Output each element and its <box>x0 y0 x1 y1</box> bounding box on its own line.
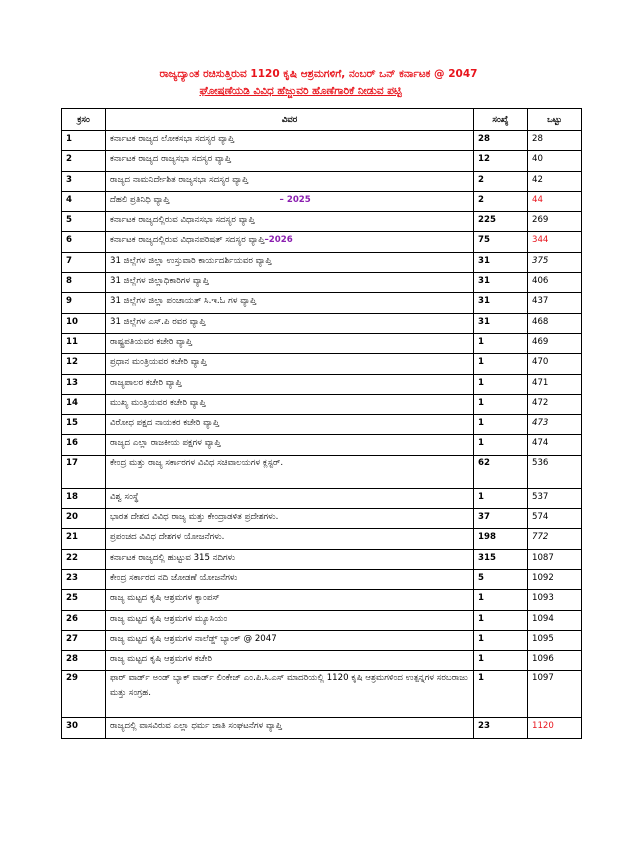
description-text: ಕರ್ನಾಟಕ ರಾಜ್ಯದ ಲೋಕಸಭಾ ಸದಸ್ಯರ ವ್ಯಾಪ್ತಿ <box>110 134 235 144</box>
cell-total: 437 <box>528 293 582 313</box>
cell-description <box>106 252 474 272</box>
document-heading <box>0 66 637 100</box>
description-text: ರಾಜ್ಯದ ನಾಮನಿರ್ದೇಶಿತ ರಾಜ್ಯಸಭಾ ಸದಸ್ಯರ ವ್ಯಾಪ್ತಿ <box>110 174 249 185</box>
cell-total: 471 <box>528 374 582 394</box>
table-row <box>62 374 582 394</box>
description-text: ರಾಜ್ಯದಲ್ಲಿ ವಾಸವಿರುವ ಎಲ್ಲಾ ಧರ್ಮ ಜಾತಿ ಸಂಘಟನೆಗಳ ವ್ಯಾಪ್ತಿ <box>110 721 282 732</box>
cell-description <box>106 313 474 333</box>
description-text: 31 ಜಿಲ್ಲೆಗಳ ಜಿಲ್ಲಾ ಪಂಚಾಯತ್ ಸಿ.ಇ.ಓ ಗಳ ವ್ಯಾಪ್ತಿ <box>110 296 257 307</box>
table-body <box>62 131 582 739</box>
description-text: ಭಾರತ ದೇಶದ ವಿವಿಧ ರಾಜ್ಯ ಮತ್ತು ಕೇಂದ್ರಾಡಳಿತ ಪ್ರದೇಶಗಳು. <box>110 512 279 523</box>
table-row <box>62 509 582 529</box>
cell-serial: 18 <box>62 488 106 508</box>
table-row <box>62 529 582 549</box>
cell-description <box>106 455 474 488</box>
cell-serial: 7 <box>62 252 106 272</box>
table-row <box>62 610 582 630</box>
cell-count: 31 <box>474 293 528 313</box>
cell-count: 12 <box>474 151 528 171</box>
cell-description <box>106 569 474 589</box>
heading-line-1: ರಾಜ್ಯದ್ಯಾಂತ ರಚಿಸುತ್ತಿರುವ 1120 ಕೃಷಿ ಆಶ್ರಮಗಳಿಗೆ, ನಂಬರ್ ಒನ್ ಕರ್ನಾಟಕ @ 2047 <box>159 68 478 80</box>
cell-count: 5 <box>474 569 528 589</box>
cell-serial: 23 <box>62 569 106 589</box>
cell-total: 473 <box>528 415 582 435</box>
table-row <box>62 651 582 671</box>
table-row <box>62 212 582 232</box>
cell-count: 1 <box>474 415 528 435</box>
description-text: ಪ್ರಪಂಚದ ವಿವಿಧ ದೇಶಗಳ ಯೋಜನೆಗಳು. <box>110 532 225 543</box>
cell-total: 269 <box>528 212 582 232</box>
cell-total: 1120 <box>528 718 582 738</box>
cell-count: 1 <box>474 610 528 630</box>
cell-description <box>106 171 474 191</box>
cell-description <box>106 333 474 353</box>
cell-serial: 16 <box>62 435 106 455</box>
cell-total: 772 <box>528 529 582 549</box>
description-text: ಫಾರ್ ವಾರ್ಡ್ ಅಂಡ್ ಬ್ಯಾಕ್ ವಾರ್ಡ್ ಲಿಂಕೇಜ್ ಎಂ.ಪಿ.ಸಿ.ಎಸ್ ಮಾದರಿಯಲ್ಲಿ 1120 ಕೃಷಿ ಆಶ್ರಮಗಳಿಂದ ಉತ್ಪನ್ನಗಳ ಸರಬರಾಜು ಮತ್ತು ಸಂಗ್ರಹ. <box>110 673 468 699</box>
cell-total: 537 <box>528 488 582 508</box>
description-year-suffix: – 2025 <box>279 194 311 205</box>
table-row <box>62 171 582 191</box>
cell-total: 474 <box>528 435 582 455</box>
table-row <box>62 435 582 455</box>
cell-count: 1 <box>474 671 528 718</box>
table-row <box>62 313 582 333</box>
description-text: ರಾಷ್ಟ್ರಪತಿಯವರ ಕಚೇರಿ ವ್ಯಾಪ್ತಿ <box>110 336 193 347</box>
description-text: ವಿಶ್ವ ಸಂಸ್ಥೆ <box>110 491 139 502</box>
cell-serial: 30 <box>62 718 106 738</box>
description-text: 31 ಜಿಲ್ಲೆಗಳ ಎಸ್.ಪಿ ರವರ ವ್ಯಾಪ್ತಿ <box>110 316 206 327</box>
cell-serial: 10 <box>62 313 106 333</box>
cell-serial: 14 <box>62 394 106 414</box>
cell-count: 31 <box>474 313 528 333</box>
cell-serial: 17 <box>62 455 106 488</box>
cell-count: 1 <box>474 333 528 353</box>
description-text: ದೆಹಲಿ ಪ್ರತಿನಿಧಿ ವ್ಯಾಪ್ತಿ <box>110 194 170 205</box>
cell-description <box>106 151 474 171</box>
description-text: ರಾಜ್ಯ ಮಟ್ಟದ ಕೃಷಿ ಆಶ್ರಮಗಳ ಮ್ಯೂಸಿಯಂ <box>110 613 228 624</box>
table-row <box>62 488 582 508</box>
cell-count: 37 <box>474 509 528 529</box>
table-row <box>62 630 582 650</box>
schedule-table <box>61 108 582 739</box>
table-row <box>62 252 582 272</box>
cell-count: 1 <box>474 630 528 650</box>
description-text: ರಾಜ್ಯ ಮಟ್ಟದ ಕೃಷಿ ಆಶ್ರಮಗಳ ನಾಲೆಡ್ಜ್ ಬ್ಯಾಂಕ್ @ 2047 <box>110 633 277 644</box>
cell-count: 23 <box>474 718 528 738</box>
table-row <box>62 273 582 293</box>
description-text: ಕೇಂದ್ರ ಸರ್ಕಾರದ ನದಿ ಜೋಡಣೆ ಯೋಜನೆಗಳು <box>110 572 238 583</box>
cell-total: 468 <box>528 313 582 333</box>
table-row <box>62 232 582 252</box>
cell-description <box>106 232 474 252</box>
cell-description <box>106 509 474 529</box>
cell-serial: 12 <box>62 354 106 374</box>
cell-count: 198 <box>474 529 528 549</box>
table-row <box>62 333 582 353</box>
cell-description <box>106 718 474 738</box>
cell-serial: 21 <box>62 529 106 549</box>
description-text: 31 ಜಿಲ್ಲೆಗಳ ಜಿಲ್ಲಾಧಿಕಾರಿಗಳ ವ್ಯಾಪ್ತಿ <box>110 276 209 287</box>
cell-description <box>106 590 474 610</box>
description-year-suffix: –2026 <box>264 235 293 246</box>
description-text: ಮುಖ್ಯ ಮಂತ್ರಿಯವರ ಕಚೇರಿ ವ್ಯಾಪ್ತಿ <box>110 397 206 408</box>
header-serial: ಕ್ರಸಂ <box>62 109 106 131</box>
cell-total: 1092 <box>528 569 582 589</box>
description-text: ಕರ್ನಾಟಕ ರಾಜ್ಯದ ರಾಜ್ಯಸಭಾ ಸದಸ್ಯರ ವ್ಯಾಪ್ತಿ <box>110 154 232 165</box>
cell-total: 469 <box>528 333 582 353</box>
cell-count: 62 <box>474 455 528 488</box>
cell-description <box>106 488 474 508</box>
cell-description <box>106 630 474 650</box>
description-text: ಕರ್ನಾಟಕ ರಾಜ್ಯದಲ್ಲಿರುವ ವಿಧಾನಸಭಾ ಸದಸ್ಯರ ವ್ಯಾಪ್ತಿ <box>110 215 255 226</box>
cell-count: 28 <box>474 131 528 151</box>
cell-total: 472 <box>528 394 582 414</box>
table-row <box>62 293 582 313</box>
cell-serial: 8 <box>62 273 106 293</box>
cell-description <box>106 415 474 435</box>
table-row <box>62 455 582 488</box>
table-row <box>62 151 582 171</box>
cell-serial: 5 <box>62 212 106 232</box>
cell-total: 574 <box>528 509 582 529</box>
cell-serial: 3 <box>62 171 106 191</box>
table-row <box>62 718 582 738</box>
cell-count: 2 <box>474 191 528 211</box>
cell-total: 406 <box>528 273 582 293</box>
cell-serial: 11 <box>62 333 106 353</box>
cell-serial: 29 <box>62 671 106 718</box>
cell-total: 344 <box>528 232 582 252</box>
cell-description <box>106 273 474 293</box>
cell-total: 1096 <box>528 651 582 671</box>
cell-description <box>106 354 474 374</box>
description-text: ಕರ್ನಾಟಕ ರಾಜ್ಯದಲ್ಲಿ ಹುಟ್ಟುವ 315 ನದಿಗಳು <box>110 552 236 563</box>
cell-total: 28 <box>528 131 582 151</box>
table-row <box>62 549 582 569</box>
cell-serial: 4 <box>62 191 106 211</box>
cell-serial: 25 <box>62 590 106 610</box>
cell-description <box>106 394 474 414</box>
table-row <box>62 394 582 414</box>
description-text: ರಾಜ್ಯಪಾಲರ ಕಚೇರಿ ವ್ಯಾಪ್ತಿ <box>110 377 182 388</box>
cell-serial: 27 <box>62 630 106 650</box>
description-text: 31 ಜಿಲ್ಲೆಗಳ ಜಿಲ್ಲಾ ಉಸ್ತುವಾರಿ ಕಾರ್ಯದರ್ಶಿಯವರ ವ್ಯಾಪ್ತಿ <box>110 255 272 266</box>
cell-description <box>106 671 474 718</box>
table-header-row <box>62 109 582 131</box>
cell-description <box>106 131 474 151</box>
cell-count: 31 <box>474 273 528 293</box>
cell-count: 1 <box>474 488 528 508</box>
table-row <box>62 590 582 610</box>
cell-serial: 15 <box>62 415 106 435</box>
cell-description <box>106 610 474 630</box>
cell-total: 536 <box>528 455 582 488</box>
cell-total: 1095 <box>528 630 582 650</box>
cell-description <box>106 293 474 313</box>
cell-total: 1087 <box>528 549 582 569</box>
header-description: ವಿವರ <box>106 109 474 131</box>
table-row <box>62 354 582 374</box>
header-count: ಸಂಖ್ಯೆ <box>474 109 528 131</box>
cell-count: 1 <box>474 435 528 455</box>
cell-total: 44 <box>528 191 582 211</box>
cell-description <box>106 529 474 549</box>
cell-serial: 20 <box>62 509 106 529</box>
table-row <box>62 131 582 151</box>
cell-serial: 2 <box>62 151 106 171</box>
cell-count: 31 <box>474 252 528 272</box>
cell-count: 1 <box>474 374 528 394</box>
description-text: ರಾಜ್ಯದ ಎಲ್ಲಾ ರಾಜಕೀಯ ಪಕ್ಷಗಳ ವ್ಯಾಪ್ತಿ <box>110 438 221 449</box>
cell-count: 1 <box>474 394 528 414</box>
header-total: ಒಟ್ಟು <box>528 109 582 131</box>
table-row <box>62 191 582 211</box>
table-row <box>62 415 582 435</box>
cell-total: 1097 <box>528 671 582 718</box>
cell-count: 1 <box>474 354 528 374</box>
cell-total: 1093 <box>528 590 582 610</box>
cell-serial: 1 <box>62 131 106 151</box>
cell-total: 40 <box>528 151 582 171</box>
cell-count: 225 <box>474 212 528 232</box>
table-row <box>62 671 582 718</box>
cell-total: 375 <box>528 252 582 272</box>
description-text: ರಾಜ್ಯ ಮಟ್ಟದ ಕೃಷಿ ಆಶ್ರಮಗಳ ಕ್ಯಾಂಪಸ್ <box>110 593 220 604</box>
cell-count: 1 <box>474 651 528 671</box>
description-text: ಕೇಂದ್ರ ಮತ್ತು ರಾಜ್ಯ ಸರ್ಕಾರಗಳ ವಿವಿಧ ಸಚಿವಾಲಯಗಳ ಕ್ಲಸ್ಟರ್. <box>110 457 284 468</box>
cell-serial: 13 <box>62 374 106 394</box>
cell-serial: 6 <box>62 232 106 252</box>
cell-description <box>106 191 474 211</box>
cell-count: 75 <box>474 232 528 252</box>
cell-total: 1094 <box>528 610 582 630</box>
description-text: ವಿರೋಧ ಪಕ್ಷದ ನಾಯಕರ ಕಚೇರಿ ವ್ಯಾಪ್ತಿ <box>110 418 220 429</box>
table-row <box>62 569 582 589</box>
cell-total: 42 <box>528 171 582 191</box>
cell-serial: 22 <box>62 549 106 569</box>
description-text: ರಾಜ್ಯ ಮಟ್ಟದ ಕೃಷಿ ಆಶ್ರಮಗಳ ಕಚೇರಿ <box>110 654 213 665</box>
cell-count: 1 <box>474 590 528 610</box>
heading-line-2: ಘೋಷಣೆಯಡಿ ವಿವಿಧ ಹೆಜ್ಜುವರಿ ಹೊಣೆಗಾರಿಕೆ ನೀಡುವ ಪಟ್ಟಿ <box>199 85 402 97</box>
cell-count: 315 <box>474 549 528 569</box>
cell-serial: 28 <box>62 651 106 671</box>
cell-serial: 9 <box>62 293 106 313</box>
cell-description <box>106 374 474 394</box>
description-text: ಕರ್ನಾಟಕ ರಾಜ್ಯದಲ್ಲಿರುವ ವಿಧಾನಪರಿಷತ್ ಸದಸ್ಯರ ವ್ಯಾಪ್ತಿ <box>110 235 265 246</box>
cell-description <box>106 435 474 455</box>
cell-total: 470 <box>528 354 582 374</box>
description-text: ಪ್ರಧಾನ ಮಂತ್ರಿಯವರ ಕಚೇರಿ ವ್ಯಾಪ್ತಿ <box>110 357 207 368</box>
cell-description <box>106 212 474 232</box>
cell-description <box>106 651 474 671</box>
cell-count: 2 <box>474 171 528 191</box>
cell-serial: 26 <box>62 610 106 630</box>
cell-description <box>106 549 474 569</box>
